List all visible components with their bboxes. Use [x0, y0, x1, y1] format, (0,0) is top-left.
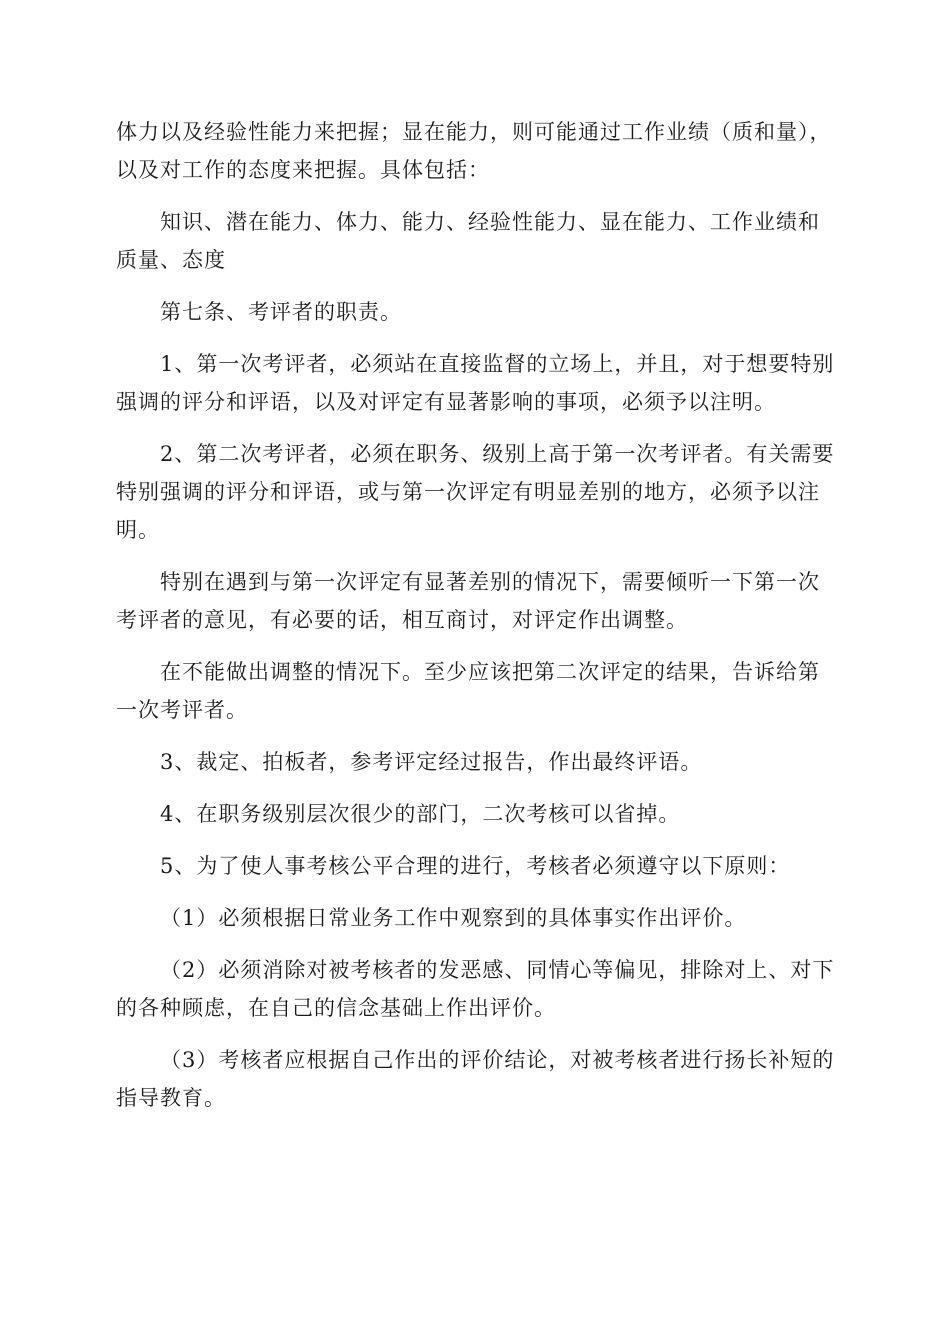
paragraph-item-4: 4、在职务级别层次很少的部门，二次考核可以省掉。	[160, 802, 681, 826]
paragraph-principle-1: （1）必须根据日常业务工作中观察到的具体事实作出评价。	[160, 906, 747, 930]
paragraph-item-5: 5、为了使人事考核公平合理的进行，考核者必须遵守以下原则：	[160, 854, 791, 878]
document-body	[116, 113, 836, 1131]
paragraph-item-2-note-a: 特别在遇到与第一次评定有显著差别的情况下，需要倾听一下第一次考评者的意见，有必要的话，相互商讨，对评定作出调整。	[116, 570, 820, 632]
paragraph-principle-3: （3）考核者应根据自己作出的评价结论，对被考核者进行扬长补短的指导教育。	[116, 1048, 835, 1110]
paragraph-principle-2: （2）必须消除对被考核者的发恶感、同情心等偏见，排除对上、对下的各种顾虑，在自己的信念基础上作出评价。	[116, 958, 835, 1020]
paragraph-item-1: 1、第一次考评者，必须站在直接监督的立场上，并且，对于想要特别强调的评分和评语，以及对评定有显著影响的事项，必须予以注明。	[116, 352, 835, 414]
paragraph-continuation: 体力以及经验性能力来把握；显在能力，则可能通过工作业绩（质和量），以及对工作的态度来把握。具体包括：	[116, 120, 832, 182]
paragraph-items-list: 知识、潜在能力、体力、能力、经验性能力、显在能力、工作业绩和质量、态度	[116, 210, 820, 272]
paragraph-item-2-note-b: 在不能做出调整的情况下。至少应该把第二次评定的结果，告诉给第一次考评者。	[116, 660, 820, 722]
article-heading: 第七条、考评者的职责。	[160, 300, 402, 324]
paragraph-item-2: 2、第二次考评者，必须在职务、级别上高于第一次考评者。有关需要特别强调的评分和评语，或与第一次评定有明显差别的地方，必须予以注明。	[116, 442, 835, 542]
paragraph-item-3: 3、裁定、拍板者，参考评定经过报告，作出最终评语。	[160, 750, 703, 774]
